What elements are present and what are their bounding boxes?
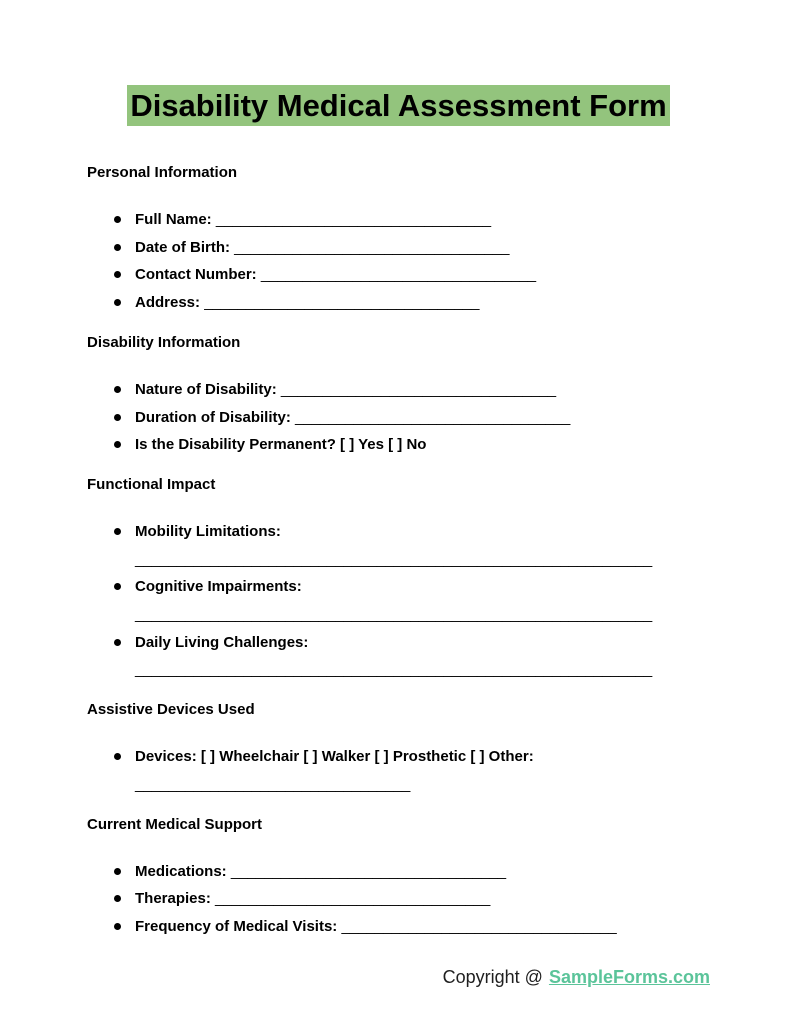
fill-in-line-full-name[interactable]: _________________________________ <box>211 211 492 228</box>
field-label-mobility-limitations: Mobility Limitations: <box>135 522 281 540</box>
copyright-text: Copyright @ <box>442 966 543 987</box>
list-item-mobility-limitations <box>87 518 710 573</box>
list-item-full-name <box>87 206 710 234</box>
disability-information-list <box>87 376 710 459</box>
assistive-devices-list <box>87 743 710 798</box>
fill-in-line-date-of-birth[interactable]: _________________________________ <box>230 238 510 256</box>
field-label-date-of-birth: Date of Birth: <box>135 238 230 256</box>
bullet-icon <box>87 518 135 573</box>
section-heading-current-medical-support: Current Medical Support <box>87 815 263 833</box>
list-item-frequency-of-medical-visits <box>87 913 710 941</box>
fill-in-line-address[interactable]: _________________________________ <box>200 294 480 312</box>
fill-in-line-daily-living-challenges[interactable]: ______________________________________________________________ <box>135 661 653 679</box>
bullet-icon <box>87 573 135 628</box>
fill-in-line-therapies[interactable]: _________________________________ <box>210 890 491 908</box>
fill-in-line-contact-number[interactable]: _________________________________ <box>256 266 537 284</box>
page-title: Disability Medical Assessment Form <box>127 85 669 126</box>
brand-link[interactable]: SampleForms.com <box>548 966 710 987</box>
field-label-daily-living-challenges: Daily Living Challenges: <box>135 633 309 651</box>
field-label-devices-checkboxes[interactable]: Devices: [ ] Wheelchair [ ] Walker [ ] Prosthetic [ ] Other: <box>135 748 534 766</box>
list-item-daily-living-challenges <box>87 629 710 684</box>
list-item-medications <box>87 858 710 886</box>
section-heading-disability-information: Disability Information <box>87 333 241 351</box>
list-item-contact-number <box>87 261 710 289</box>
bullet-icon <box>87 913 135 941</box>
current-medical-support-list <box>87 858 710 941</box>
list-item-date-of-birth <box>87 234 710 262</box>
personal-information-list <box>87 206 710 317</box>
bullet-icon <box>87 431 135 459</box>
fill-in-line-cognitive-impairments[interactable]: ______________________________________________________________ <box>135 606 653 624</box>
bullet-icon <box>87 261 135 289</box>
section-heading-functional-impact: Functional Impact <box>87 475 216 493</box>
fill-in-line-nature-of-disability[interactable]: _________________________________ <box>276 380 557 398</box>
list-item-address <box>87 289 710 317</box>
field-label-frequency-of-medical-visits: Frequency of Medical Visits: <box>135 917 338 935</box>
title-row <box>87 85 710 126</box>
bullet-icon <box>87 858 135 886</box>
field-label-contact-number: Contact Number: <box>135 266 257 284</box>
list-item-nature-of-disability <box>87 376 710 404</box>
list-item-duration-of-disability <box>87 404 710 432</box>
list-item-devices <box>87 743 710 798</box>
bullet-icon <box>87 629 135 684</box>
fill-in-line-devices-other[interactable]: _________________________________ <box>135 775 411 793</box>
field-label-nature-of-disability: Nature of Disability: <box>135 380 277 398</box>
fill-in-line-duration-of-disability[interactable]: _________________________________ <box>290 408 571 426</box>
field-label-cognitive-impairments: Cognitive Impairments: <box>135 578 302 596</box>
field-label-disability-permanent-checkboxes[interactable]: Is the Disability Permanent? [ ] Yes [ ] No <box>135 436 427 454</box>
field-label-medications: Medications: <box>135 862 227 880</box>
bullet-icon <box>87 289 135 317</box>
bullet-icon <box>87 743 135 798</box>
list-item-disability-permanent <box>87 431 710 459</box>
field-label-duration-of-disability: Duration of Disability: <box>135 408 291 426</box>
list-item-therapies <box>87 885 710 913</box>
bullet-icon <box>87 234 135 262</box>
bullet-icon <box>87 404 135 432</box>
list-item-cognitive-impairments <box>87 573 710 628</box>
field-label-full-name: Full Name: <box>135 211 212 228</box>
section-heading-personal-information: Personal Information <box>87 164 238 181</box>
bullet-icon <box>87 376 135 404</box>
fill-in-line-medications[interactable]: _________________________________ <box>226 862 507 880</box>
fill-in-line-mobility-limitations[interactable]: ______________________________________________________________ <box>135 550 653 568</box>
field-label-therapies: Therapies: <box>135 890 211 908</box>
field-label-address: Address: <box>135 294 201 312</box>
fill-in-line-frequency-of-medical-visits[interactable]: _________________________________ <box>337 917 617 935</box>
footer <box>87 966 710 988</box>
functional-impact-list <box>87 518 710 684</box>
bullet-icon <box>87 206 135 234</box>
section-heading-assistive-devices-used: Assistive Devices Used <box>87 701 255 719</box>
bullet-icon <box>87 885 135 913</box>
